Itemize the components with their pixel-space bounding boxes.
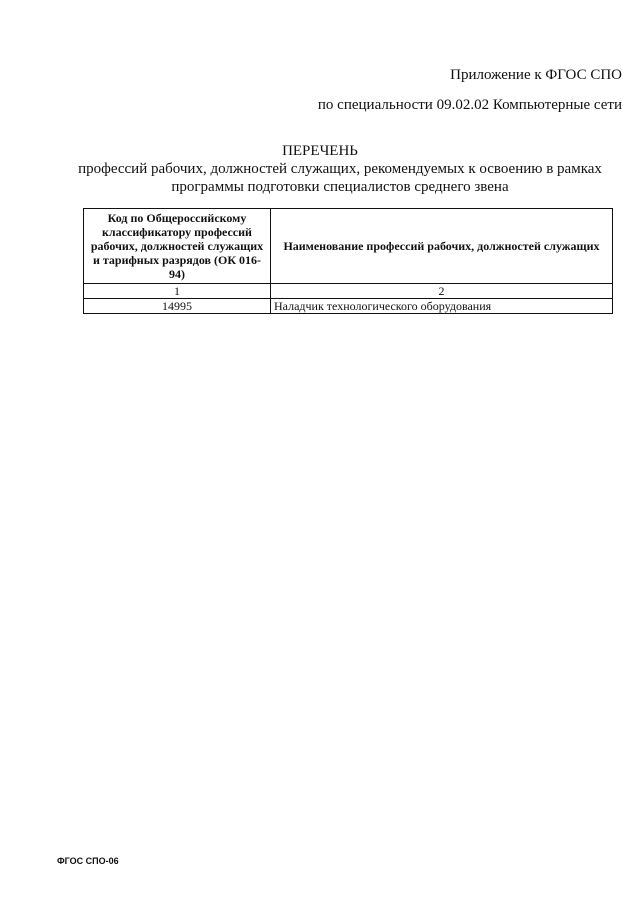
column-number-2: 2 (271, 284, 613, 299)
header-name: Наименование профессий рабочих, должностей служащих (271, 209, 613, 284)
appendix-line-1: Приложение к ФГОС СПО (450, 67, 622, 83)
table-row (84, 299, 613, 314)
column-number-1: 1 (84, 284, 271, 299)
appendix-note (222, 60, 622, 120)
column-number-row (84, 284, 613, 299)
header-code: Код по Общероссийскому классификатору профессий рабочих, должностей служащих и тарифных разрядов (ОК 016-94) (84, 209, 271, 284)
appendix-line-2: по специальности 09.02.02 Компьютерные сети (317, 97, 622, 113)
table-header-row (84, 209, 613, 284)
document-subtitle: профессий рабочих, должностей служащих, рекомендуемых к освоению в рамках программы подготовки специалистов среднего звена (78, 161, 602, 195)
professions-table (83, 208, 613, 314)
row-name: Наладчик технологического оборудования (271, 299, 613, 314)
row-code: 14995 (84, 299, 271, 314)
document-title: ПЕРЕЧЕНЬ (282, 143, 358, 159)
footer-label: ФГОС СПО-06 (57, 856, 119, 866)
